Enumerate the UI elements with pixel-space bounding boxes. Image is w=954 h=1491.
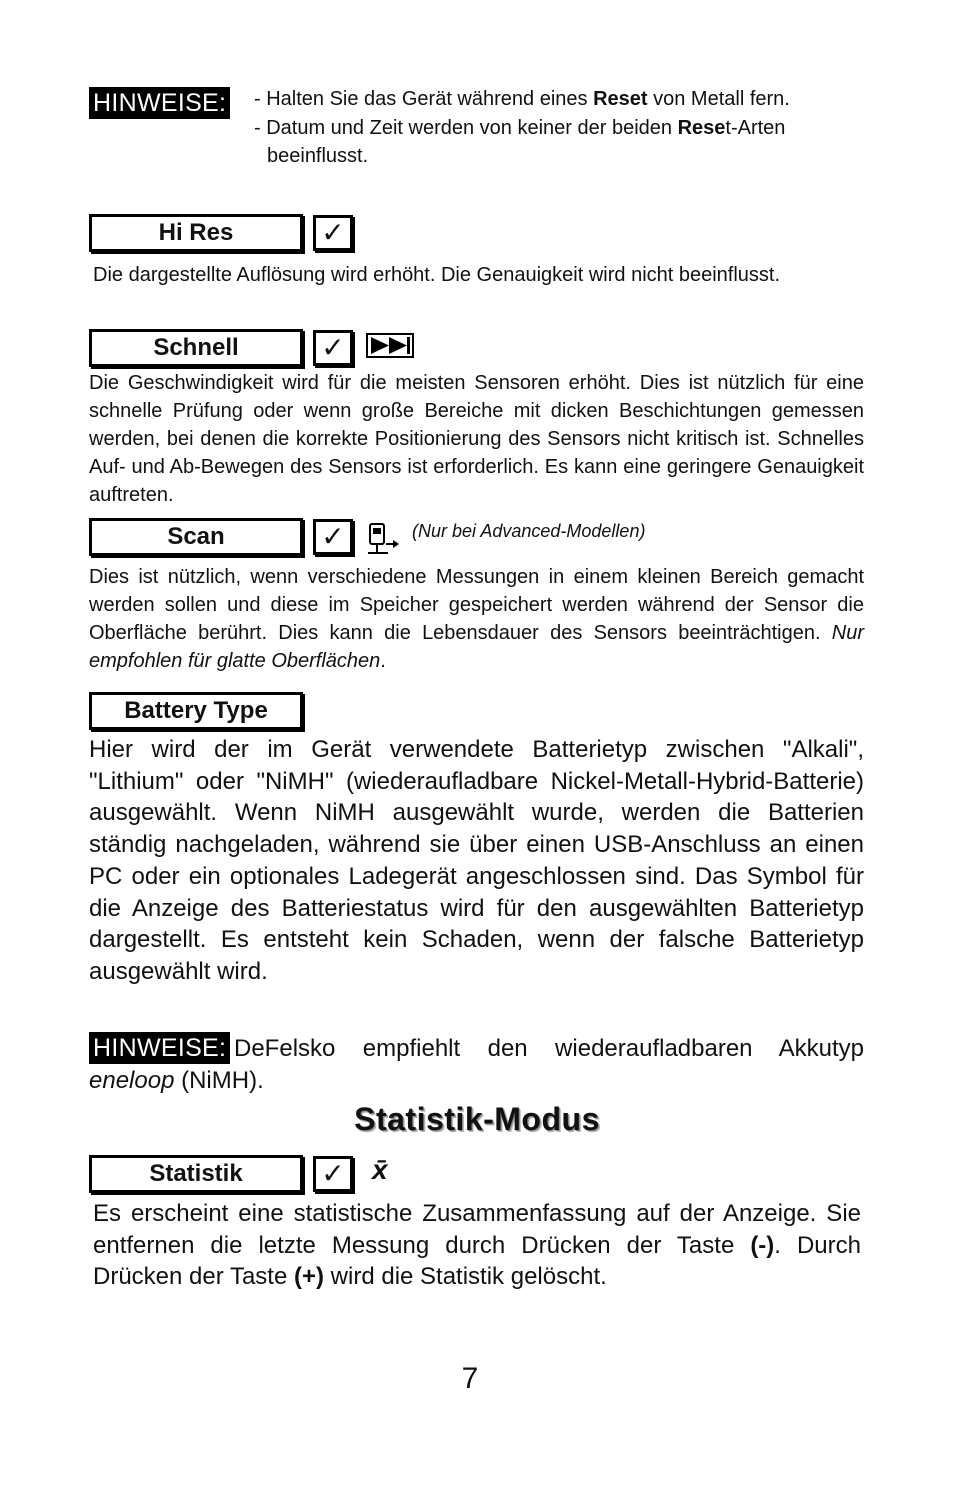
notes-list — [243, 85, 843, 170]
statistik-check-icon: ✓ — [313, 1156, 353, 1192]
fast-forward-icon — [366, 333, 414, 358]
section-heading: Statistik-Modus — [354, 1101, 600, 1137]
schnell-description: Die Geschwindigkeit wird für die meisten Sensoren erhöht. Dies ist nützlich für eine schnelle Prüfung oder wenn große Bereiche mit dicken Beschichtungen gemessen werden, bei denen die korrekte Positionierung des Sensors nicht kritisch ist. Schnelles Auf- und Ab-Bewegen des Sensors ist erforderlich. Es kann eine geringere Genauigkeit auftreten. — [89, 372, 864, 506]
battery-type-description: Hier wird der im Gerät verwendete Batterietyp zwischen "Alkali", "Lithium" oder "NiMH" (wiederaufladbare Nickel-Metall-Hybrid-Batterie) ausgewählt. Wenn NiMH ausgewählt wurde, werden die Batterien ständig nachgeladen, während sie über einen USB-Anschluss an einen PC oder ein optionales Ladegerät angeschlossen sind. Das Symbol für die Anzeige des Batteriestatus wird für den ausgewählten Batterietyp dargestellt. Es entsteht kein Schaden, wenn der falsche Batterietyp ausgewählt wird. — [89, 736, 864, 985]
scan-model-note: (Nur bei Advanced-Modellen) — [412, 521, 646, 541]
scan-check-icon: ✓ — [313, 519, 353, 555]
hires-check-icon: ✓ — [313, 215, 353, 251]
scan-description: Dies ist nützlich, wenn verschiedene Messungen in einem kleinen Bereich gemacht werden sollen und diese im Speicher gespeichert werden während der Sensor die Oberfläche berührt. Dies kann die Lebensdauer des Sensors beeinträchtigen. Nur empfohlen für glatte Oberflächen. — [89, 566, 864, 672]
battery-type-label: Battery Type — [89, 692, 303, 730]
hires-description: Die dargestellte Auflösung wird erhöht. Die Genauigkeit wird nicht beeinflusst. — [93, 264, 781, 286]
statistik-description: Es erscheint eine statistische Zusammenfassung auf der Anzeige. Sie entfernen die letzte Messung durch Drücken der Taste (-). Durch Drücken der Taste (+) wird die Statistik gelöscht. — [93, 1200, 861, 1291]
mean-icon: x̄ — [372, 1154, 388, 1185]
notes-tag: HINWEISE: — [89, 87, 230, 119]
scan-probe-icon — [366, 520, 400, 556]
page-number: 7 — [461, 1362, 479, 1395]
hires-label: Hi Res — [89, 214, 303, 252]
schnell-check-icon: ✓ — [313, 330, 353, 366]
battery-note-text: DeFelsko empfiehlt den wiederaufladbaren Akkutyp eneloop (NiMH). — [89, 1035, 864, 1094]
scan-label: Scan — [89, 518, 303, 556]
statistik-label: Statistik — [89, 1155, 303, 1193]
schnell-label: Schnell — [89, 329, 303, 367]
battery-notes-tag: HINWEISE: — [89, 1032, 230, 1064]
note-item-1: - Halten Sie das Gerät während eines Reset von Metall fern. — [254, 88, 790, 110]
note-item-2: - Datum und Zeit werden von keiner der beiden Reset-Arten beeinflusst. — [254, 117, 786, 167]
